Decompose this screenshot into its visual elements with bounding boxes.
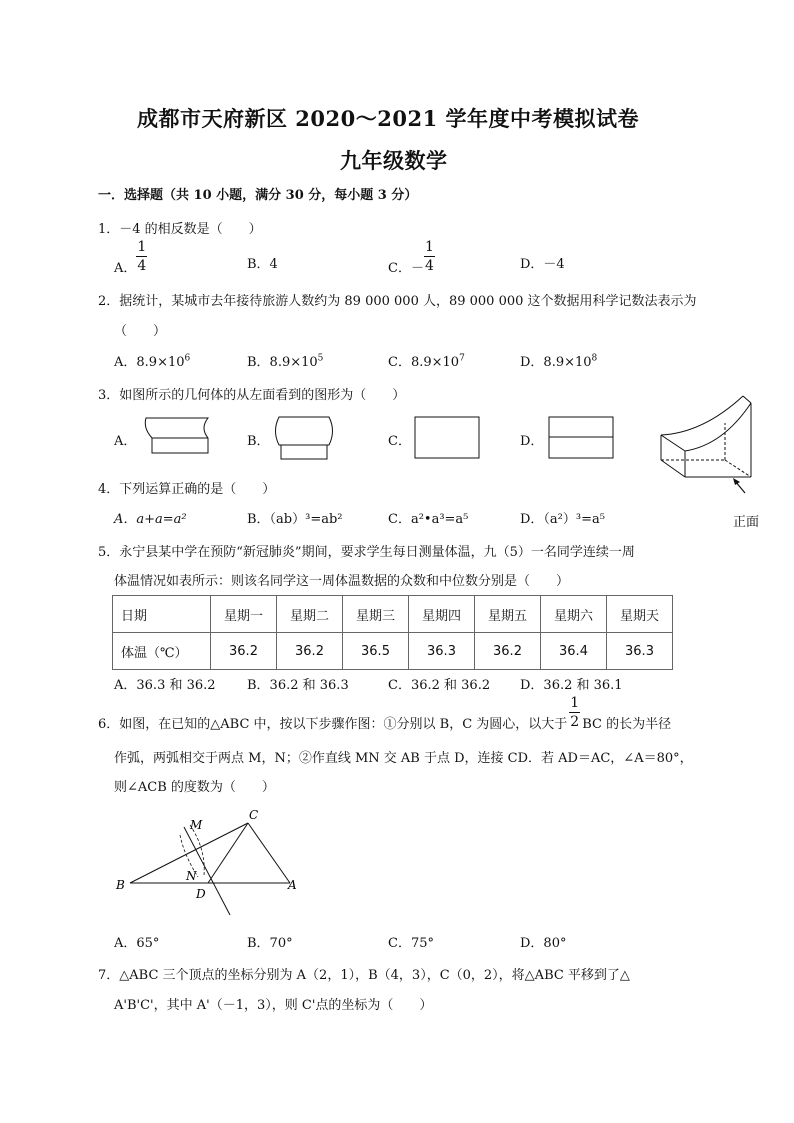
q2-option-a bbox=[114, 351, 190, 370]
q1-a-fraction bbox=[136, 240, 147, 273]
q2-option-c bbox=[388, 351, 465, 370]
table-cell-temp: 36.3 bbox=[409, 633, 475, 670]
q6-label-c: C bbox=[249, 808, 259, 822]
q6-option-b: B．70° bbox=[247, 936, 293, 951]
q6-stem-part1: 6．如图，在已知的△ABC 中，按以下步骤作图：①分别以 B，C 为圆心，以大于 bbox=[98, 717, 568, 732]
q1-stem: 1．－4 的相反数是（ ） bbox=[98, 222, 262, 237]
q1-option-a bbox=[114, 239, 147, 276]
q3-stem: 3．如图所示的几何体的从左面看到的图形为（ ） bbox=[98, 388, 406, 403]
table-cell-temp: 36.2 bbox=[277, 633, 343, 670]
q6-triangle-figure bbox=[110, 805, 310, 915]
q3-solid-back-curve bbox=[661, 396, 743, 435]
q2-c-base: C．8.9×10 bbox=[388, 355, 460, 370]
q1-option-d: D．－4 bbox=[520, 257, 565, 272]
q2-b-base: B．8.9×10 bbox=[247, 355, 318, 370]
q5-stem-line2: 体温情况如表所示：则该名同学这一周体温数据的众数和中位数分别是（ ） bbox=[114, 574, 570, 589]
q5-option-c: C．36.2 和 36.2 bbox=[388, 678, 491, 693]
table-cell-temp: 36.2 bbox=[475, 633, 541, 670]
q3-b-top bbox=[276, 417, 333, 445]
q3-front-label: 正面 bbox=[733, 515, 760, 530]
q6-label-m: M bbox=[190, 818, 203, 832]
q5-stem-line1: 5．永宁县某中学在预防“新冠肺炎”期间，要求学生每日测量体温，九（5）一名同学连续一周 bbox=[98, 545, 635, 560]
table-cell-temp: 36.5 bbox=[343, 633, 409, 670]
q3-solid-front-curve bbox=[685, 403, 751, 451]
q3-figure-a bbox=[138, 415, 214, 461]
q2-a-exp: 6 bbox=[184, 353, 191, 364]
q2-d-exp: 8 bbox=[591, 353, 598, 364]
q4-option-c: C．a²•a³=a⁵ bbox=[388, 512, 469, 527]
q6-arc-right bbox=[190, 825, 204, 875]
q4-option-d: D．（a²）³=a⁵ bbox=[520, 512, 605, 527]
q4-option-b: B．（ab）³=ab² bbox=[247, 512, 343, 527]
q3-b-base bbox=[281, 445, 327, 459]
q6-option-c: C．75° bbox=[388, 936, 434, 951]
q1-a-label: A． bbox=[114, 261, 137, 276]
q1-c-denominator: 4 bbox=[424, 258, 434, 274]
q1-a-denominator: 4 bbox=[137, 258, 147, 274]
q3-figure-b bbox=[272, 415, 340, 463]
table-row bbox=[113, 633, 673, 670]
table-cell-day: 星期三 bbox=[343, 596, 409, 633]
q3-option-b-label: B． bbox=[247, 434, 270, 449]
table-cell-day: 星期一 bbox=[211, 596, 277, 633]
q2-option-b bbox=[247, 351, 323, 370]
q1-option-c bbox=[388, 239, 435, 276]
section-heading: 一．选择题（共 10 小题，满分 30 分，每小题 3 分） bbox=[98, 188, 418, 203]
q6-segment-ca bbox=[248, 823, 290, 883]
table-cell-temp: 36.3 bbox=[607, 633, 673, 670]
q3-solid-figure bbox=[655, 393, 765, 493]
q5-temperature-table bbox=[112, 595, 673, 670]
q3-c-rect bbox=[415, 417, 479, 458]
q2-option-d bbox=[520, 351, 597, 370]
q6-label-d: D bbox=[196, 887, 206, 901]
q4-stem: 4．下列运算正确的是（ ） bbox=[98, 482, 276, 497]
table-cell-day: 星期六 bbox=[541, 596, 607, 633]
table-cell-temp: 36.4 bbox=[541, 633, 607, 670]
table-row bbox=[113, 596, 673, 633]
q7-stem-line2: A'B'C'，其中 A'（－1，3），则 C'点的坐标为（ ） bbox=[114, 998, 433, 1013]
table-row-head-temp: 体温（℃） bbox=[113, 633, 211, 670]
page-subtitle: 九年级数学 bbox=[340, 148, 448, 173]
q6-label-b: B bbox=[116, 878, 125, 892]
q3-a-outline bbox=[145, 418, 208, 453]
q6-fraction bbox=[569, 696, 580, 729]
q1-option-b: B．4 bbox=[247, 257, 278, 272]
table-cell-day: 星期天 bbox=[607, 596, 673, 633]
q2-a-base: A．8.9×10 bbox=[114, 355, 185, 370]
q7-stem-line1: 7．△ABC 三个顶点的坐标分别为 A（2，1），B（4，3），C（0，2），将△ABC 平移到了△ bbox=[98, 968, 630, 983]
q3-figure-c bbox=[414, 416, 482, 460]
q4-option-a: A．a+a=a² bbox=[114, 512, 187, 527]
q6-label-a: A bbox=[288, 878, 297, 892]
q5-option-d: D．36.2 和 36.1 bbox=[520, 678, 623, 693]
page-title: 成都市天府新区 2020～2021 学年度中考模拟试卷 bbox=[137, 106, 640, 131]
q3-solid-bottom-left bbox=[661, 460, 685, 477]
q6-stem-line3: 则∠ACB 的度数为（ ） bbox=[114, 780, 275, 795]
table-row-head-date: 日期 bbox=[113, 596, 211, 633]
q1-c-fraction bbox=[424, 240, 435, 273]
q6-label-n: N bbox=[186, 869, 197, 883]
q6-option-d: D．80° bbox=[520, 936, 567, 951]
table-cell-day: 星期四 bbox=[409, 596, 475, 633]
q3-option-c-label: C． bbox=[388, 434, 411, 449]
table-cell-temp: 36.2 bbox=[211, 633, 277, 670]
q6-frac-den: 2 bbox=[570, 714, 580, 730]
table-cell-day: 星期二 bbox=[277, 596, 343, 633]
q5-option-a: A．36.3 和 36.2 bbox=[114, 678, 216, 693]
q1-c-numerator: 1 bbox=[424, 239, 434, 255]
q5-option-b: B．36.2 和 36.3 bbox=[247, 678, 349, 693]
q2-d-base: D．8.9×10 bbox=[520, 355, 592, 370]
q2-b-exp: 5 bbox=[317, 353, 324, 364]
q3-solid-top-edge bbox=[743, 396, 751, 403]
q3-front-arrowhead bbox=[733, 478, 740, 485]
q2-c-exp: 7 bbox=[459, 353, 465, 364]
q3-option-a-label: A． bbox=[114, 434, 137, 449]
q6-stem-line1 bbox=[98, 695, 672, 732]
q1-c-label: C．－ bbox=[388, 261, 424, 276]
q6-stem-part2: BC 的长为半径 bbox=[582, 717, 672, 732]
q3-option-d-label: D． bbox=[520, 434, 544, 449]
q3-figure-d bbox=[548, 416, 616, 460]
q3-solid-hidden-diag bbox=[725, 460, 751, 477]
q2-stem-line1: 2．据统计，某城市去年接待旅游人数约为 89 000 000 人，89 000 000 这个数据用科学记数法表示为 bbox=[98, 294, 697, 309]
q6-segment-cd bbox=[208, 823, 248, 883]
q1-a-numerator: 1 bbox=[137, 239, 147, 255]
q6-option-a: A．65° bbox=[114, 936, 160, 951]
q3-solid-left-edge bbox=[661, 435, 685, 451]
q6-frac-num: 1 bbox=[570, 695, 580, 711]
table-cell-day: 星期五 bbox=[475, 596, 541, 633]
q2-stem-line2: （ ） bbox=[114, 324, 167, 339]
q6-stem-line2: 作弧，两弧相交于两点 M，N；②作直线 MN 交 AB 于点 D，连接 CD．若 AD＝AC，∠A＝80°， bbox=[114, 751, 693, 766]
